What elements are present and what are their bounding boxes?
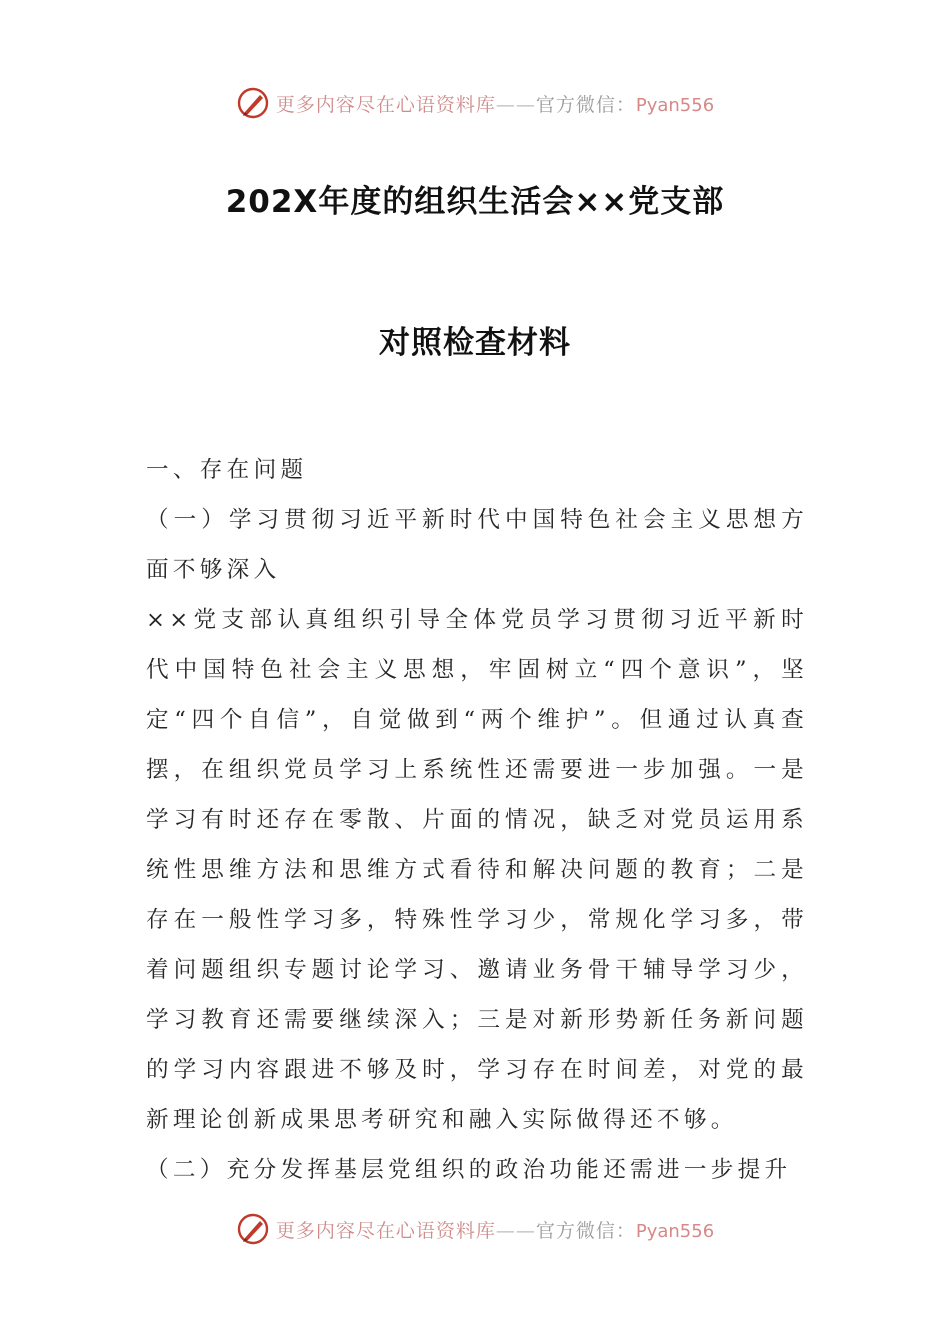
document-title-line1: 202X年度的组织生活会××党支部 [225,184,725,220]
banner-wechat-id: Pyan556 [635,94,715,116]
banner-dash: —— [495,93,536,116]
pen-logo-icon [236,1212,270,1246]
banner-slogan: 更多内容尽在心语资料库 [275,93,496,116]
banner-slogan: 更多内容尽在心语资料库 [275,1219,496,1242]
banner-wechat-id: Pyan556 [635,1220,715,1242]
section-heading: 一、存在问题 [146,457,308,483]
pen-logo-icon [236,86,270,120]
subsection-heading: （一）学习贯彻习近平新时代中国特色社会主义思想方面不够深入 [146,507,808,583]
banner-wechat-label: 官方微信： [535,1219,636,1242]
document-title-line2: 对照检查材料 [379,325,571,361]
banner-wechat-label: 官方微信： [535,93,636,116]
footer-banner [0,1212,950,1246]
body-paragraph: ××党支部认真组织引导全体党员学习贯彻习近平新时代中国特色社会主义思想，牢固树立“四个意识”，坚定“四个自信”，自觉做到“两个维护”。但通过认真查摆，在组织党员学习上系统性还需要进一步加强。一是学习有时还存在零散、片面的情况，缺乏对党员运用系统性思维方法和思维方式看待和解决问题的教育；二是存在一般性学习多，特殊性学习少，常规化学习多，带着问题组织专题讨论学习、邀请业务骨干辅导学习少，学习教育还需要继续深入；三是对新形势新任务新问题的学习内容跟进不够及时，学习存在时间差，对党的最新理论创新成果思考研究和融入实际做得还不够。 [146,607,808,1133]
banner-text [276,1216,714,1243]
banner-dash: —— [495,1219,536,1242]
document-body [146,445,808,1195]
subsection-heading: （二）充分发挥基层党组织的政治功能还需进一步提升 [146,1157,792,1183]
header-banner [0,86,950,120]
banner-text [276,90,714,117]
